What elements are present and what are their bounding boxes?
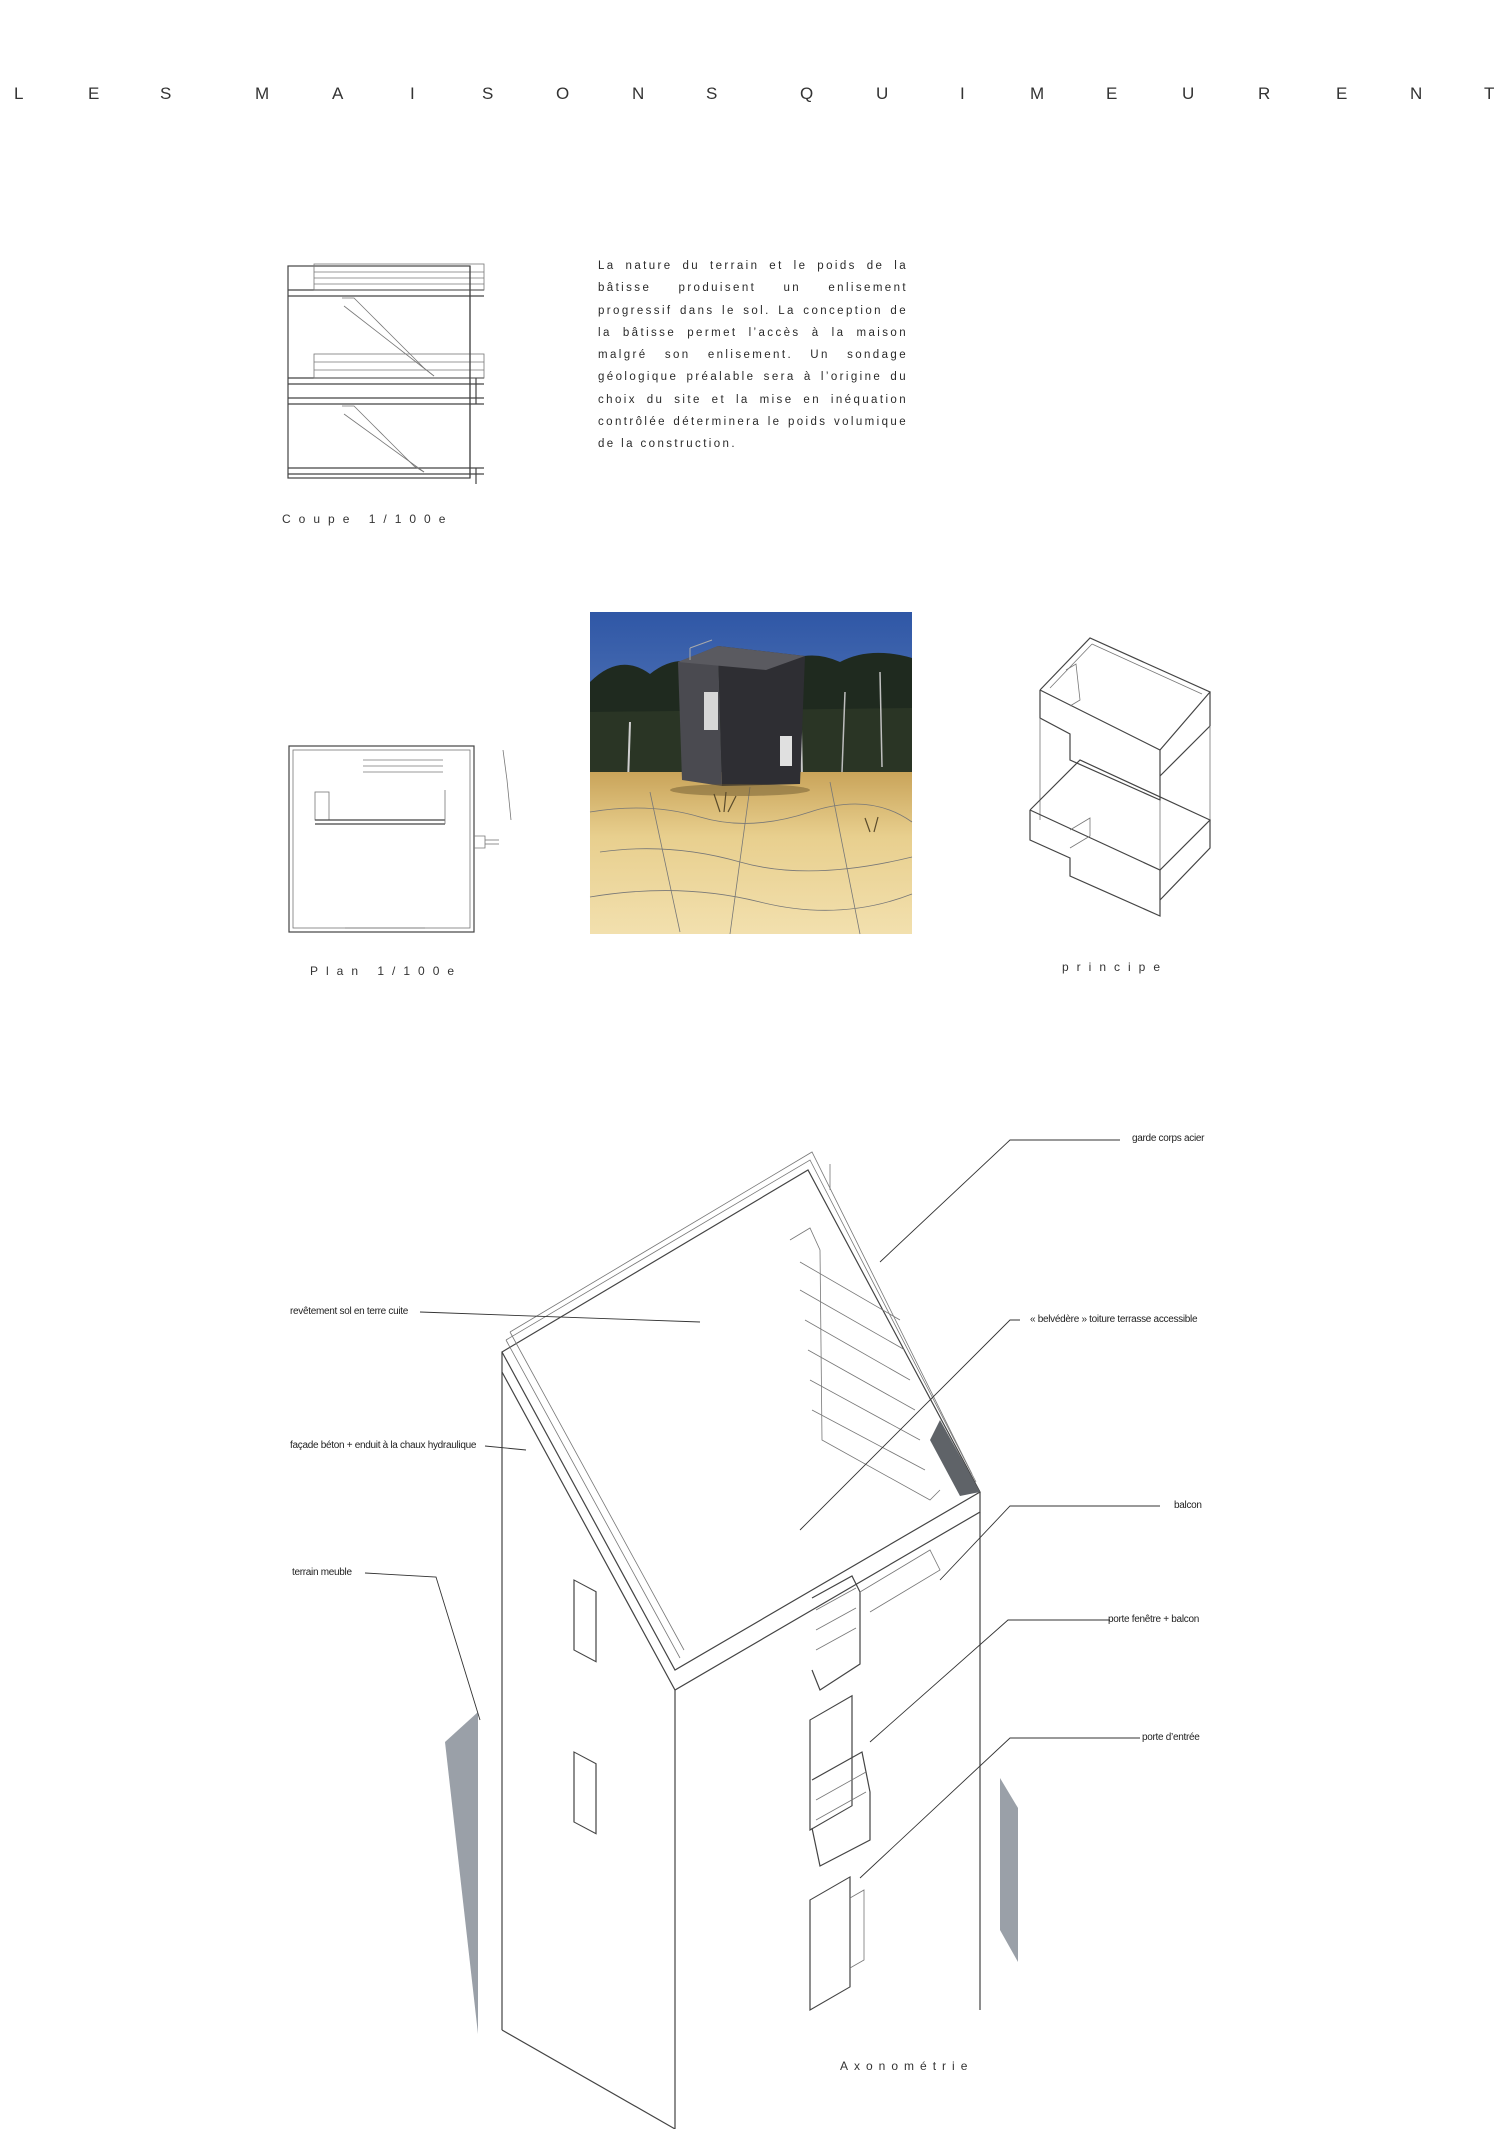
banner-letter: S [482, 84, 494, 103]
banner-letter: E [88, 84, 100, 103]
entrance-door-label: porte d’entrée [1142, 1732, 1200, 1743]
banner-letter: S [160, 84, 172, 103]
banner-letter: A [332, 84, 344, 103]
banner-letter: O [556, 84, 570, 103]
belvedere-label: « belvédère » toiture terrasse accessible [1030, 1314, 1198, 1325]
plan-drawing [285, 740, 515, 940]
banner-letter: T [1484, 84, 1495, 103]
plan-caption: Plan 1/100e [310, 964, 463, 978]
banner-letter: U [1182, 84, 1195, 103]
banner-letter: R [1258, 84, 1271, 103]
banner-letter: S [706, 84, 718, 103]
banner-letter: I [960, 84, 965, 103]
description-text: La nature du terrain et le poids de la bâtisse produisent un enlisement progressif dans le sol. La conception de la bâtisse permet l’accès à la maison malgré son enlisement. Un sondage géologique préalable sera à l’origine du choix du site et la mise en inéquation contrôlée déterminera le poids volumique de la construction. [598, 260, 908, 451]
banner-letter: M [255, 84, 270, 103]
floor-covering-label: revêtement sol en terre cuite [290, 1306, 409, 1317]
section-caption: Coupe 1/100e [282, 512, 454, 526]
banner-letter: M [1030, 84, 1045, 103]
principle-drawing [1010, 630, 1230, 930]
french-window-label: porte fenêtre + balcon [1108, 1614, 1199, 1625]
facade-label: façade béton + enduit à la chaux hydraulique [290, 1440, 477, 1451]
banner-letter: U [876, 84, 889, 103]
banner-letter: E [1106, 84, 1118, 103]
axonometry-caption: Axonométrie [840, 2059, 974, 2073]
loose-ground-label: terrain meuble [292, 1567, 352, 1578]
banner-letter: E [1336, 84, 1348, 103]
banner-title [0, 84, 1500, 110]
banner-letter: I [410, 84, 415, 103]
section-drawing [284, 258, 504, 488]
building-photomontage [590, 612, 912, 934]
banner-letter: L [14, 84, 24, 103]
banner-letter: N [632, 84, 645, 103]
principle-caption: principe [1062, 960, 1169, 974]
banner-letter: Q [800, 84, 814, 103]
guardrail-label: garde corps acier [1132, 1133, 1205, 1144]
banner-letter: N [1410, 84, 1423, 103]
axonometry-drawing [0, 1120, 1500, 2129]
balcony-label: balcon [1174, 1500, 1202, 1511]
